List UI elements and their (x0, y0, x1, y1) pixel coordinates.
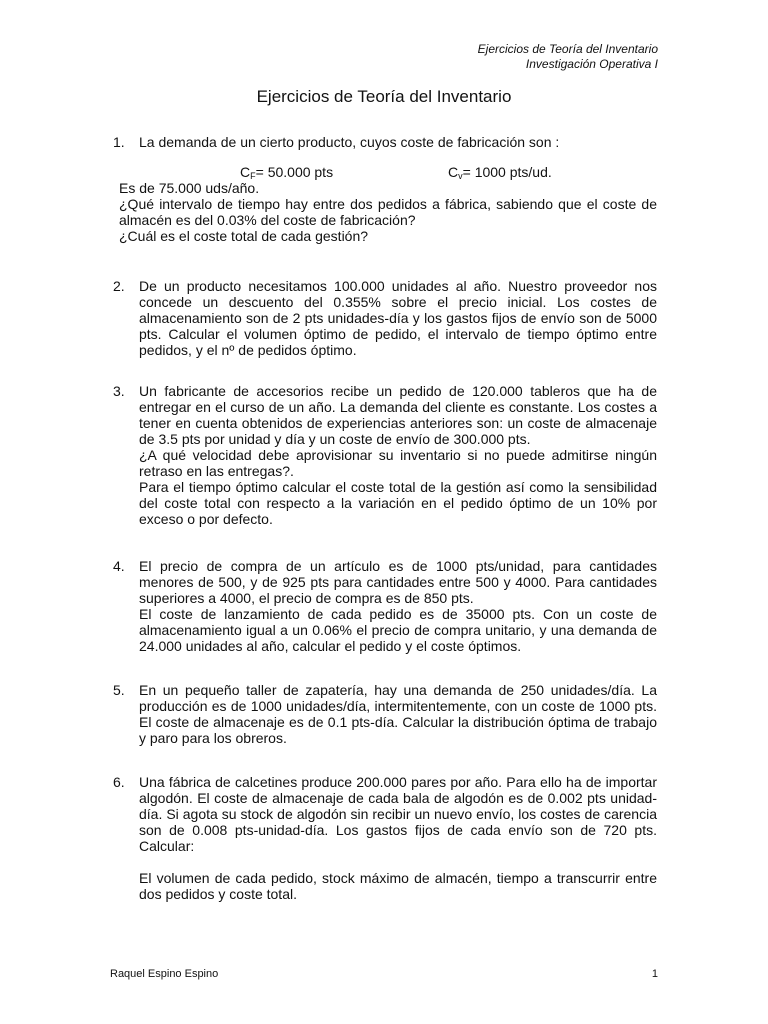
exercise-text: La demanda de un cierto producto, cuyos coste de fabricación son : (139, 134, 560, 150)
exercise-text: En un pequeño taller de zapatería, hay una demanda de 250 unidades/día. La producción es de 1000 unidades/día, intermitentemente, con un coste de 1000 pts. El coste de almacenaje es de 0.1 pts-día. Calcular la distribución óptima de trabajo y paro para los obreros. (139, 682, 657, 746)
formula-symbol: C (240, 164, 251, 180)
formula-subscript: F (250, 171, 256, 181)
document-title: Ejercicios de Teoría del Inventario (256, 87, 512, 106)
exercise-3 (113, 383, 657, 558)
exercise-number: 5. (113, 682, 125, 698)
fixed-cost-formula (240, 164, 333, 180)
exercise-text: El precio de compra de un artículo es de 1000 pts/unidad, para cantidades menores de 500, y de 925 pts para cantidades entre 500 y 4000. Para cantidades superiores a 4000, el precio de compra es de 850 pts. (139, 558, 657, 606)
exercise-4 (113, 558, 657, 682)
running-header (478, 42, 658, 72)
exercise-list (113, 134, 657, 914)
page-number: 1 (651, 968, 658, 980)
formula-subscript: v (458, 171, 463, 181)
exercise-text: De un producto necesitamos 100.000 unidades al año. Nuestro proveedor nos concede un descuento del 0.355% sobre el precio inicial. Los costes de almacenamiento son de 2 pts unidades-día y los gastos fijos de envío son de 5000 pts. Calcular el volumen óptimo de pedido, el intervalo de tiempo óptimo entre pedidos, y el nº de pedidos óptimo. (139, 278, 657, 358)
exercise-text: ¿Cuál es el coste total de cada gestión? (119, 228, 369, 244)
header-course-title: Ejercicios de Teoría del Inventario (477, 42, 658, 56)
footer-author: Raquel Espino Espino (110, 968, 219, 980)
exercise-text: ¿A qué velocidad debe aprovisionar su inventario si no puede admitirse ningún retraso en las entregas?. (139, 447, 657, 479)
exercise-text: El volumen de cada pedido, stock máximo de almacén, tiempo a transcurrir entre dos pedidos y coste total. (139, 870, 657, 902)
cost-formulas (139, 164, 657, 180)
exercise-number: 2. (113, 278, 125, 294)
exercise-1 (113, 134, 657, 278)
exercise-number: 6. (113, 774, 125, 790)
exercise-text: El coste de lanzamiento de cada pedido es de 35000 pts. Con un coste de almacenamiento igual a un 0.06% el precio de compra unitario, y una demanda de 24.000 unidades al año, calcular el pedido y el coste óptimos. (139, 606, 657, 654)
exercise-number: 1. (113, 134, 125, 150)
exercise-text: ¿Qué intervalo de tiempo hay entre dos pedidos a fábrica, sabiendo que el coste de almacén es del 0.03% del coste de fabricación? (119, 196, 657, 228)
exercise-number: 3. (113, 383, 125, 399)
formula-value: = 50.000 pts (255, 164, 334, 180)
formula-symbol: C (448, 164, 459, 180)
exercise-5 (113, 682, 657, 774)
exercise-text: Es de 75.000 uds/año. (119, 180, 260, 196)
exercise-text: Una fábrica de calcetines produce 200.000 pares por año. Para ello ha de importar algodón. El coste de almacenaje de cada bala de algodón es de 0.002 pts unidad-día. Si agota su stock de algodón sin recibir un nuevo envío, los costes de carencia son de 0.008 pts-unidad-día. Los gastos fijos de cada envío son de 720 pts. Calcular: (139, 774, 657, 854)
variable-cost-formula (448, 164, 552, 180)
exercise-number: 4. (113, 558, 125, 574)
exercise-text: Para el tiempo óptimo calcular el coste total de la gestión así como la sensibilidad del coste total con respecto a la variación en el pedido óptimo de un 10% por exceso o por defecto. (139, 479, 657, 527)
exercise-6 (113, 774, 657, 914)
header-subject: Investigación Operativa I (525, 57, 658, 71)
exercise-2 (113, 278, 657, 383)
exercise-text: Un fabricante de accesorios recibe un pedido de 120.000 tableros que ha de entregar en el curso de un año. La demanda del cliente es constante. Los costes a tener en cuenta obtenidos de experiencias anteriores son: un coste de almacenaje de 3.5 pts por unidad y día y un coste de envío de 300.000 pts. (139, 383, 657, 447)
formula-value: = 1000 pts/ud. (462, 164, 552, 180)
